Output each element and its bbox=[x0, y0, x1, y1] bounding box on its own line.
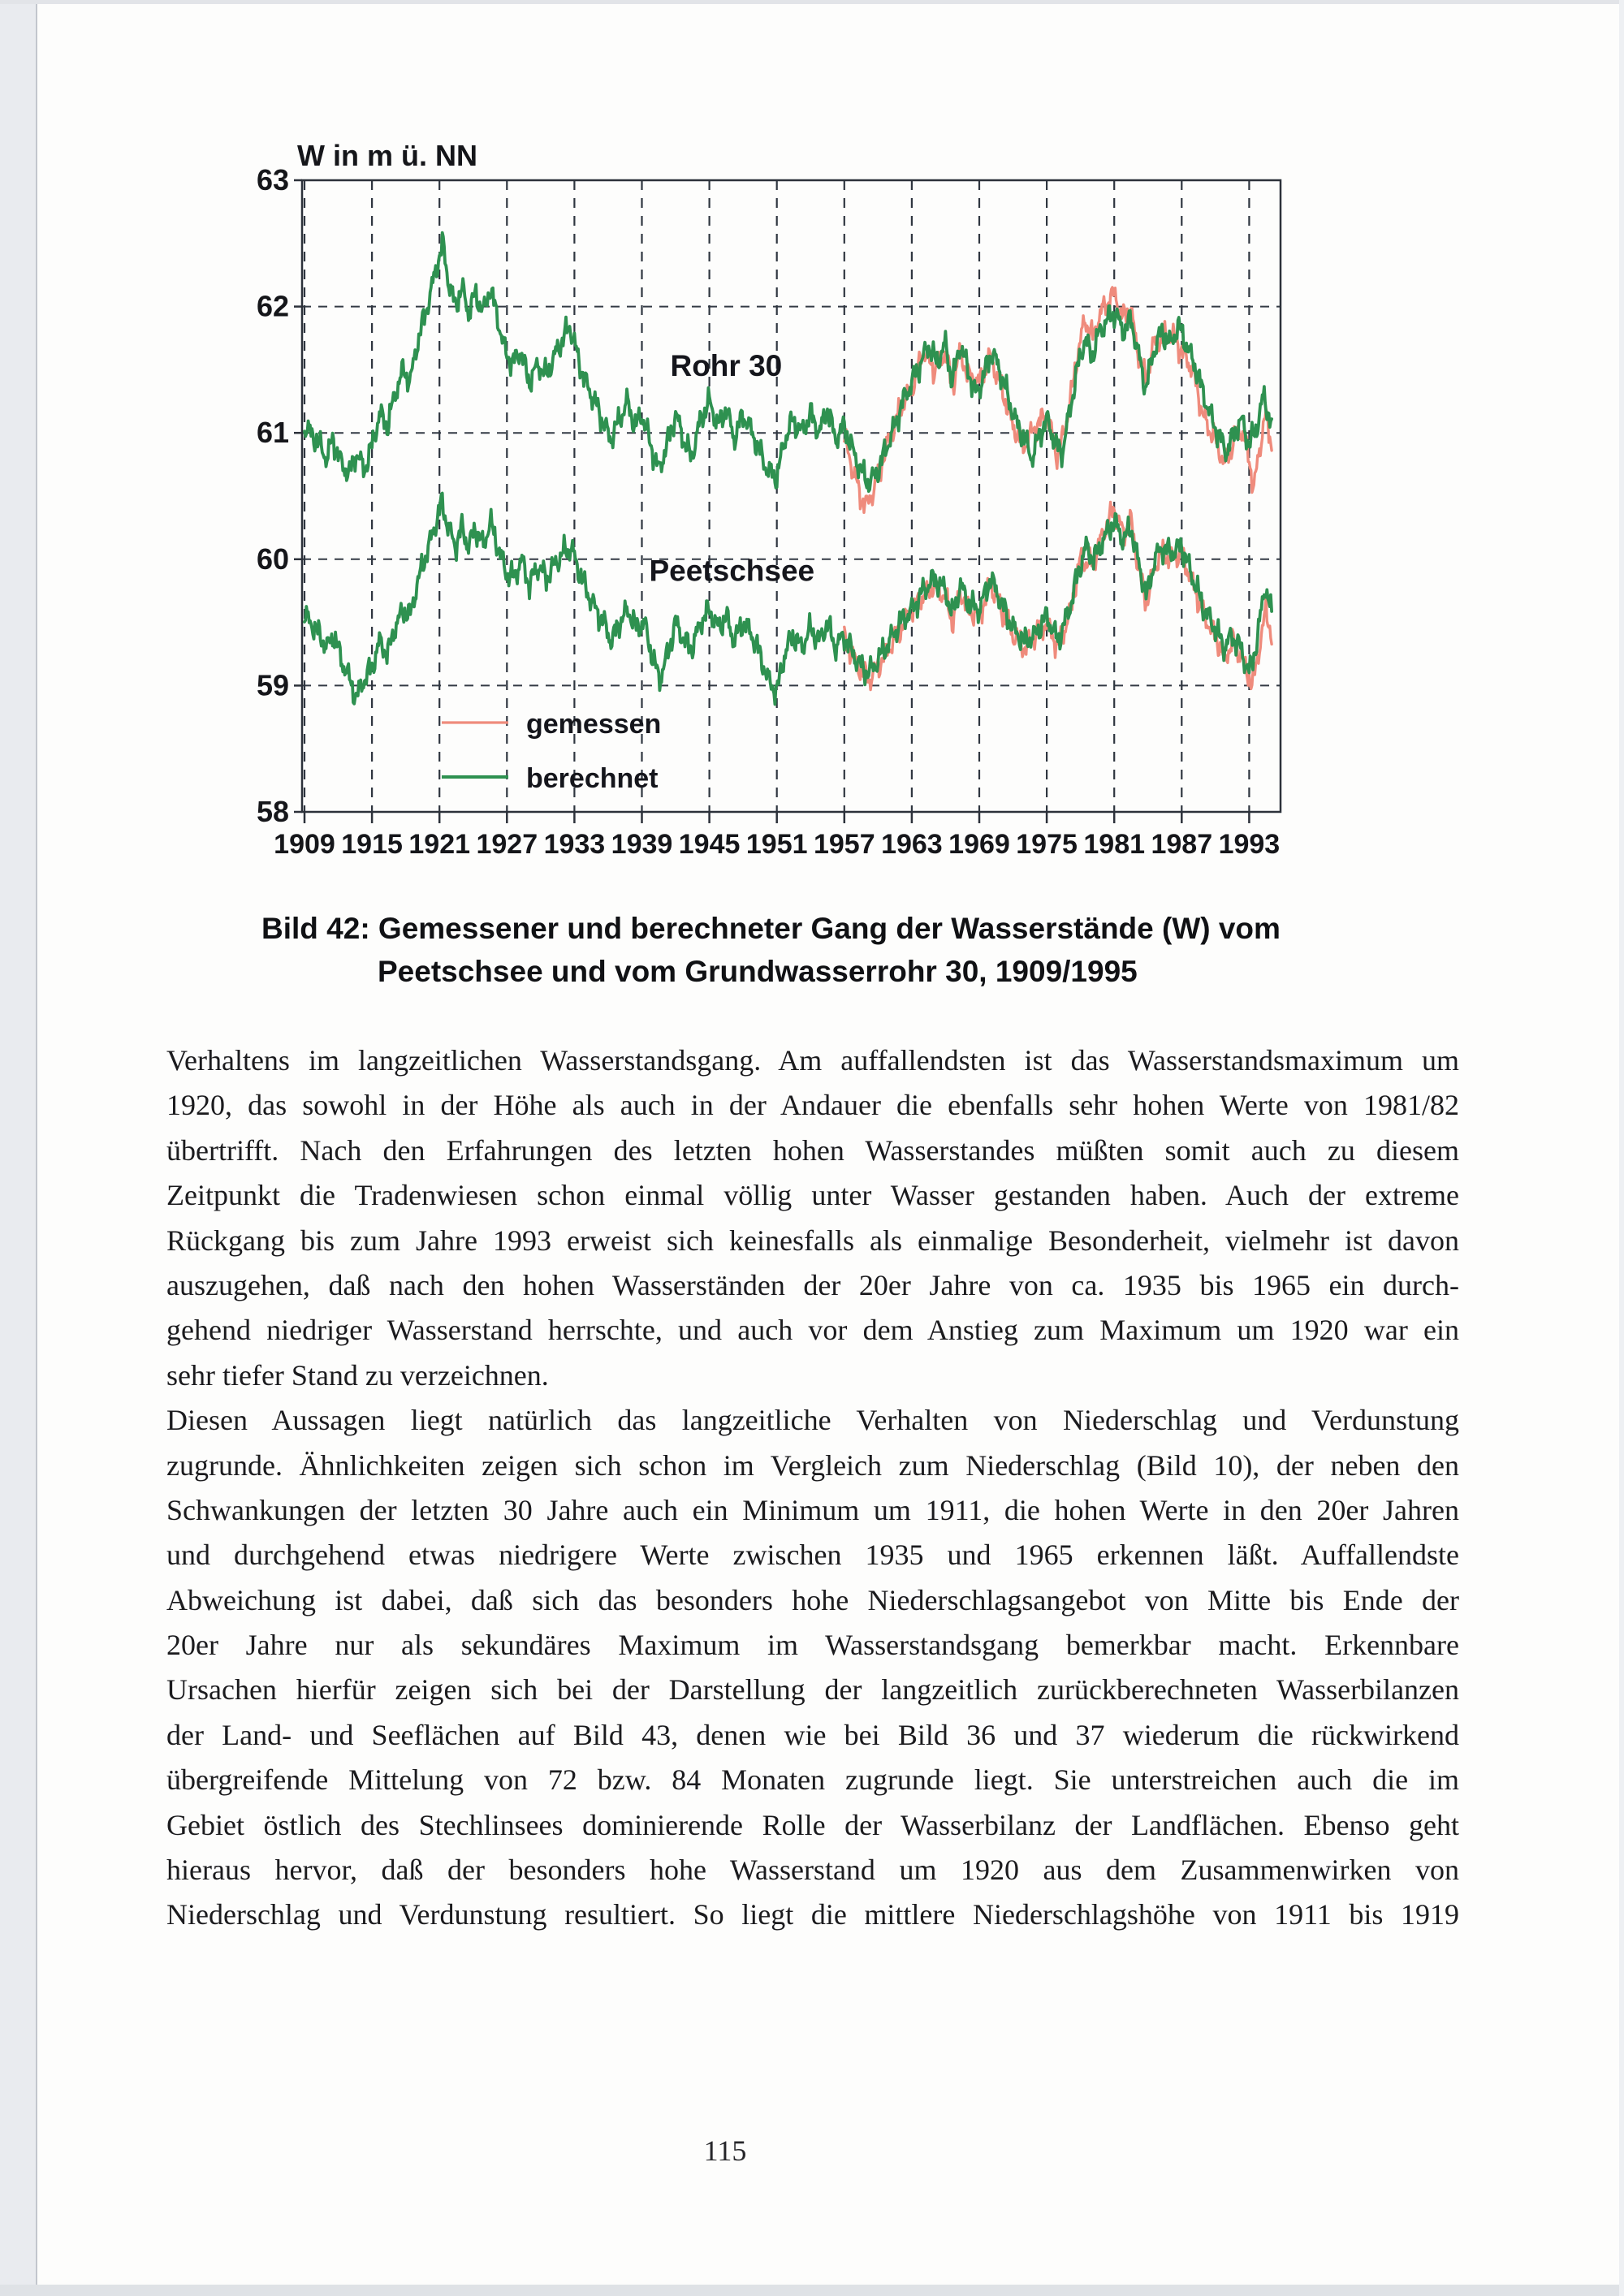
y-tick-label-60: 60 bbox=[256, 542, 289, 576]
figure-caption-line-2: Peetschsee und vom Grundwasserrohr 30, 1909/1995 bbox=[378, 955, 1138, 988]
curve-label-rohr-30: Rohr 30 bbox=[670, 349, 783, 383]
body-line-8: sehr tiefer Stand zu verzeichnen. bbox=[166, 1358, 549, 1392]
body-line-9: Diesen Aussagen liegt natürlich das langzeitliche Verhalten von Niederschlag und Verdunstung bbox=[166, 1404, 1459, 1437]
x-tick-label-1921: 1921 bbox=[408, 829, 471, 860]
curve-label-peetschsee: Peetschsee bbox=[649, 554, 815, 588]
page-number: 115 bbox=[703, 2134, 747, 2167]
water-level-line-chart bbox=[244, 114, 1340, 917]
body-line-5: Rückgang bis zum Jahre 1993 erweist sich keinesfalls als einmalige Besonderheit, vielmehr ist davon bbox=[166, 1224, 1459, 1257]
x-tick-label-1927: 1927 bbox=[476, 829, 538, 860]
body-line-16: der Land- und Seeflächen auf Bild 43, denen wie bei Bild 36 und 37 wiederum die rückwirkend bbox=[166, 1718, 1459, 1751]
body-line-13: Abweichung ist dabei, daß sich das besonders hohe Niederschlagsangebot von Mitte bis Ende der bbox=[166, 1583, 1459, 1616]
x-tick-label-1987: 1987 bbox=[1151, 829, 1213, 860]
x-tick-label-1993: 1993 bbox=[1218, 829, 1281, 860]
x-tick-label-1975: 1975 bbox=[1016, 829, 1078, 860]
body-line-2: 1920, das sowohl in der Höhe als auch in der Andauer die ebenfalls sehr hohen Werte von 1981/82 bbox=[166, 1089, 1459, 1122]
x-tick-label-1909: 1909 bbox=[274, 829, 335, 860]
scan-edge-bottom bbox=[0, 2285, 1624, 2296]
x-tick-label-1969: 1969 bbox=[948, 829, 1010, 860]
x-tick-label-1933: 1933 bbox=[543, 829, 606, 860]
scan-gutter-left bbox=[0, 0, 37, 2296]
body-paragraphs bbox=[166, 1038, 1459, 1938]
body-line-3: übertrifft. Nach den Erfahrungen des letzten hohen Wasserstandes müßten somit auch zu diesem bbox=[166, 1133, 1459, 1167]
body-line-11: Schwankungen der letzten 30 Jahre auch ein Minimum um 1911, die hohen Werte in den 20er Jahren bbox=[166, 1493, 1459, 1526]
body-line-4: Zeitpunkt die Tradenwiesen schon einmal völlig unter Wasser gestanden haben. Auch der extreme bbox=[166, 1179, 1459, 1212]
y-tick-label-62: 62 bbox=[256, 289, 289, 323]
legend-label-gemessen: gemessen bbox=[526, 709, 662, 740]
x-tick-label-1939: 1939 bbox=[611, 829, 673, 860]
body-line-7: gehend niedriger Wasserstand herrschte, und auch vor dem Anstieg zum Maximum um 1920 war ein bbox=[166, 1314, 1459, 1347]
x-tick-label-1915: 1915 bbox=[341, 829, 403, 860]
series-rohr30-berechnet bbox=[304, 233, 1272, 491]
body-line-1: Verhaltens im langzeitlichen Wasserstandsgang. Am auffallendsten ist das Wasserstandsmaximum um bbox=[166, 1044, 1459, 1077]
body-line-12: und durchgehend etwas niedrigere Werte zwischen 1935 und 1965 erkennen läßt. Auffallendste bbox=[166, 1539, 1459, 1572]
figure-caption-line-1: Bild 42: Gemessener und berechneter Gang der Wasserstände (W) vom bbox=[261, 912, 1281, 945]
x-tick-label-1945: 1945 bbox=[678, 829, 741, 860]
series-peetschsee-berechnet bbox=[304, 494, 1272, 705]
chart-axes bbox=[257, 163, 1280, 860]
chart-series bbox=[304, 233, 1272, 705]
body-line-19: hieraus hervor, daß der besonders hohe Wasserstand um 1920 aus dem Zusammenwirken von bbox=[166, 1854, 1459, 1887]
y-axis-title: W in m ü. NN bbox=[297, 139, 477, 172]
chart-legend bbox=[442, 709, 661, 794]
body-line-14: 20er Jahre nur als sekundäres Maximum im Wasserstandsgang bemerkbar macht. Erkennbare bbox=[166, 1629, 1459, 1662]
x-tick-label-1957: 1957 bbox=[813, 829, 875, 860]
y-tick-label-63: 63 bbox=[256, 163, 289, 196]
scan-edge-top bbox=[0, 0, 1624, 4]
body-line-17: übergreifende Mittelung von 72 bzw. 84 Monaten zugrunde liegt. Sie unterstreichen auch die im bbox=[166, 1763, 1459, 1797]
body-line-20: Niederschlag und Verdunstung resultiert. So liegt die mittlere Niederschlagshöhe von 1911 bis 1919 bbox=[166, 1898, 1459, 1931]
plot-border bbox=[302, 180, 1281, 812]
x-tick-label-1963: 1963 bbox=[881, 829, 943, 860]
series-rohr30-gemessen bbox=[844, 287, 1272, 512]
y-tick-label-59: 59 bbox=[256, 668, 289, 702]
figure-caption bbox=[261, 907, 1341, 993]
body-line-15: Ursachen hierfür zeigen sich bei der Darstellung der langzeitlich zurückberechneten Wasserbilanzen bbox=[166, 1673, 1459, 1707]
series-peetschsee-gemessen bbox=[844, 503, 1272, 690]
body-line-18: Gebiet östlich des Stechlinsees dominierende Rolle der Wasserbilanz der Landflächen. Ebenso geht bbox=[166, 1808, 1459, 1841]
scan-edge-right bbox=[1619, 0, 1624, 2296]
chart-gridlines bbox=[302, 180, 1281, 812]
x-tick-label-1951: 1951 bbox=[745, 829, 808, 860]
y-tick-label-58: 58 bbox=[256, 795, 289, 828]
y-tick-label-61: 61 bbox=[256, 416, 289, 450]
body-line-6: auszugehen, daß nach den hohen Wasserständen der 20er Jahre von ca. 1935 bis 1965 ein durch- bbox=[166, 1268, 1459, 1301]
legend-label-berechnet: berechnet bbox=[526, 763, 659, 794]
body-line-10: zugrunde. Ähnlichkeiten zeigen sich schon im Vergleich zum Niederschlag (Bild 10), der neben den bbox=[166, 1448, 1459, 1482]
x-tick-label-1981: 1981 bbox=[1083, 829, 1146, 860]
